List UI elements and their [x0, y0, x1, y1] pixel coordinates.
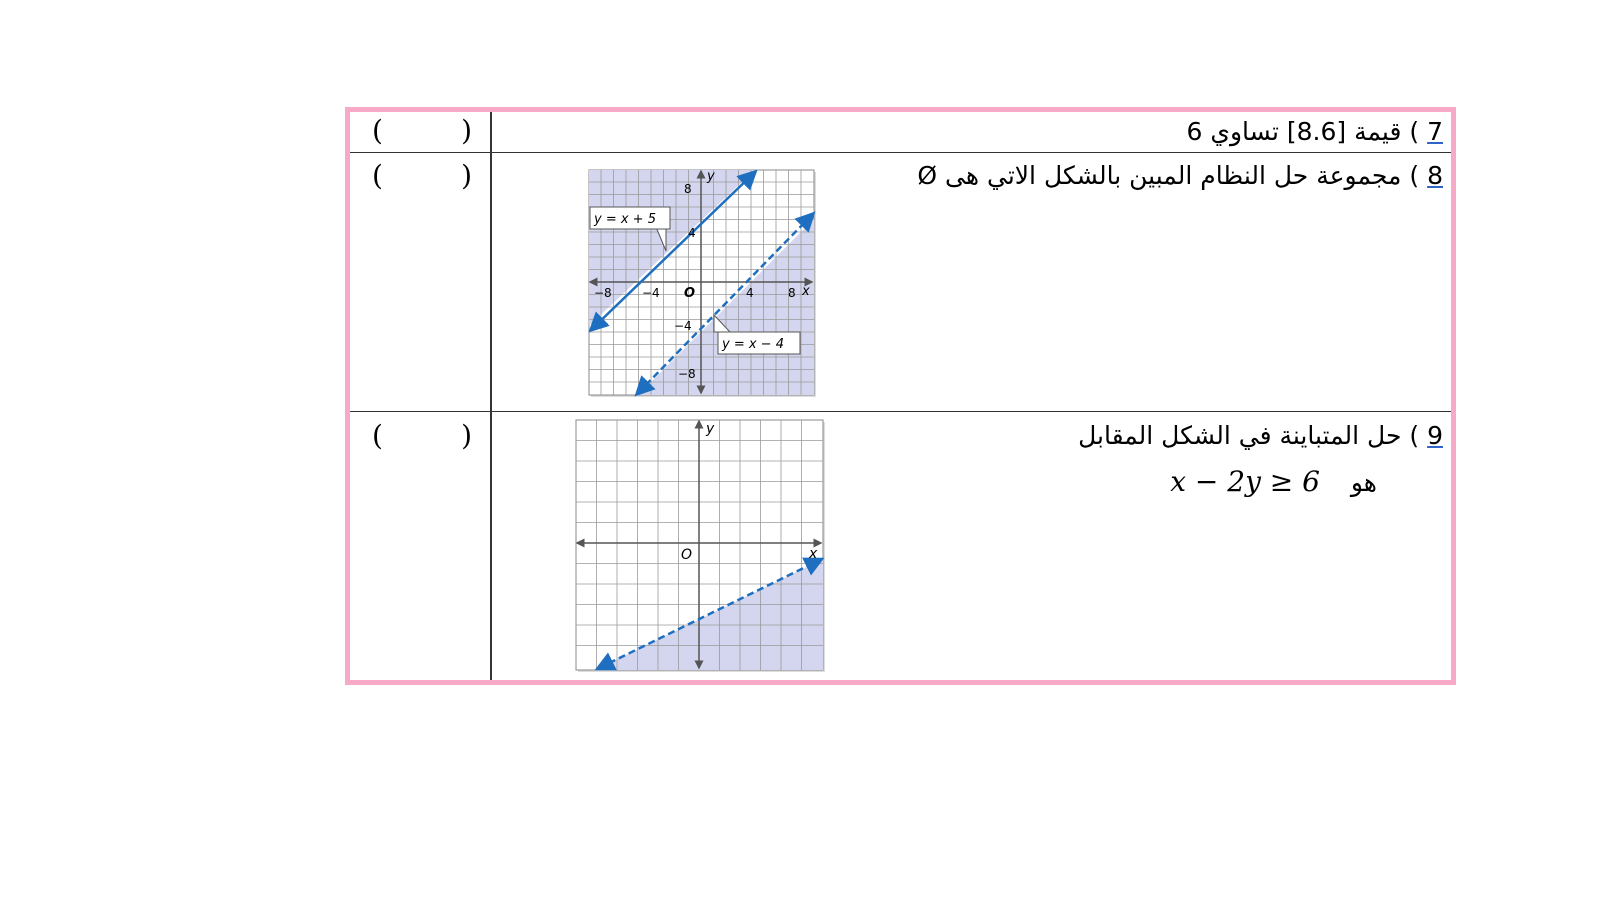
- tick-label-y-8: 8: [684, 182, 692, 196]
- y-axis-label: y: [707, 169, 715, 184]
- tick-label-x-neg8: −8: [594, 286, 612, 300]
- x-axis-label: x: [809, 546, 818, 562]
- question-row-8: [350, 153, 1451, 412]
- question-number: 9: [1427, 421, 1443, 450]
- question-text-9: 9 ) حل المتباينة في الشكل المقابل: [1078, 421, 1443, 450]
- question-text-8: 8 ) مجموعة حل النظام المبين بالشكل الاتي هى Ø: [917, 161, 1443, 190]
- tick-label-x-4: 4: [746, 286, 754, 300]
- tick-label-x-neg4: −4: [642, 286, 660, 300]
- answer-blank-9[interactable]: [372, 419, 472, 452]
- paren-open: (: [372, 159, 383, 192]
- tick-label-y-4: 4: [688, 226, 696, 240]
- question-statement: مجموعة حل النظام المبين بالشكل الاتي هى Ø: [917, 161, 1402, 190]
- x-axis-label: x: [802, 284, 810, 299]
- answer-word: هو: [1350, 468, 1377, 497]
- question-table: [345, 107, 1456, 685]
- question-row-9: [350, 413, 1451, 680]
- answer-blank-8[interactable]: [372, 159, 472, 192]
- line2-label: y = x − 4: [722, 337, 784, 352]
- question-text-7: 7 ) قيمة [8.6] تساوي 6: [1186, 117, 1443, 146]
- inequality-line: [1170, 465, 1377, 498]
- question-row-7: [350, 112, 1451, 153]
- origin-label: O: [681, 547, 693, 563]
- question-statement: حل المتباينة في الشكل المقابل: [1078, 421, 1402, 450]
- paren-close: ): [461, 159, 472, 192]
- paren-open: (: [372, 419, 383, 452]
- inequality-expression: x − 2y ≥ 6: [1170, 465, 1320, 498]
- paren-close: ): [461, 419, 472, 452]
- question-statement: قيمة [8.6] تساوي 6: [1186, 117, 1402, 146]
- tick-label-y-neg4: −4: [674, 319, 692, 333]
- origin-label: O: [684, 286, 696, 301]
- y-axis-label: y: [706, 421, 715, 437]
- inequality-graph: [573, 417, 828, 675]
- paren-close: ): [461, 114, 472, 147]
- paren-open: (: [372, 114, 383, 147]
- answer-blank-7[interactable]: [372, 114, 472, 147]
- question-number: 7: [1427, 117, 1443, 146]
- tick-label-y-neg8: −8: [678, 367, 696, 381]
- system-graph: [586, 167, 818, 397]
- question-number: 8: [1427, 161, 1443, 190]
- tick-label-x-8: 8: [788, 286, 796, 300]
- line1-label: y = x + 5: [594, 212, 656, 227]
